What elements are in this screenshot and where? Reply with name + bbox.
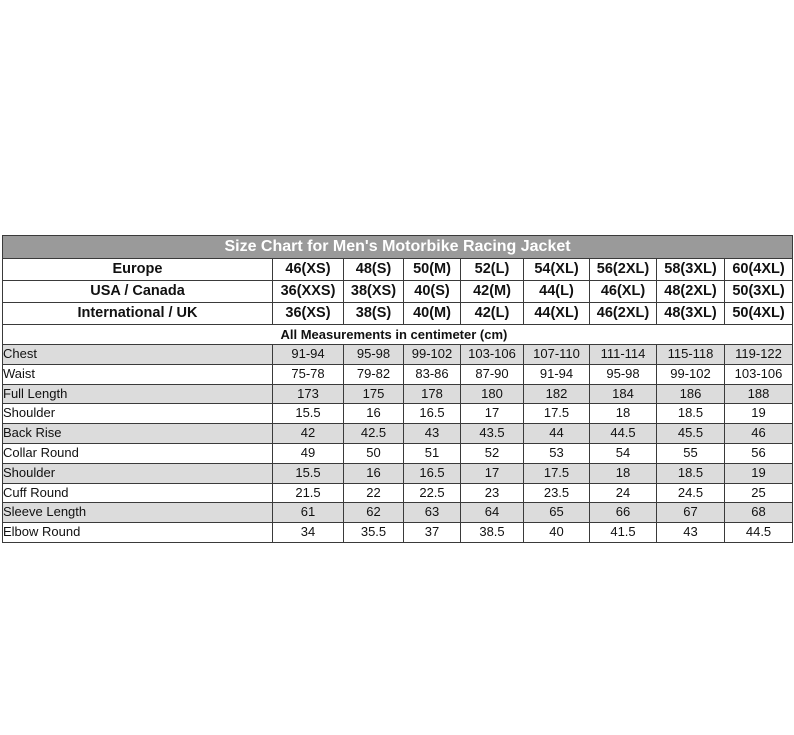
measurement-value: 18 [590, 463, 657, 483]
measurement-value: 173 [273, 384, 344, 404]
measurement-value: 99-102 [657, 364, 725, 384]
measurement-label: Chest [3, 345, 273, 365]
measurement-value: 180 [461, 384, 524, 404]
measurement-label: Collar Round [3, 443, 273, 463]
size-cell: 46(XS) [273, 259, 344, 281]
measurement-value: 95-98 [590, 364, 657, 384]
size-cell: 36(XXS) [273, 281, 344, 303]
measurement-value: 15.5 [273, 404, 344, 424]
measurement-value: 18 [590, 404, 657, 424]
measurement-value: 99-102 [404, 345, 461, 365]
measurement-value: 87-90 [461, 364, 524, 384]
measurement-value: 186 [657, 384, 725, 404]
measurement-value: 38.5 [461, 523, 524, 543]
measurement-row [3, 424, 793, 444]
size-cell: 56(2XL) [590, 259, 657, 281]
measurement-row [3, 364, 793, 384]
chart-title: Size Chart for Men's Motorbike Racing Jacket [3, 236, 793, 259]
measurement-value: 95-98 [344, 345, 404, 365]
region-row [3, 259, 793, 281]
measurement-value: 21.5 [273, 483, 344, 503]
measurement-label: Sleeve Length [3, 503, 273, 523]
measurement-value: 17.5 [524, 463, 590, 483]
measurement-value: 43 [404, 424, 461, 444]
measurement-label: Waist [3, 364, 273, 384]
measurement-value: 119-122 [725, 345, 793, 365]
measurement-value: 67 [657, 503, 725, 523]
measurement-label: Elbow Round [3, 523, 273, 543]
region-label: International / UK [3, 303, 273, 325]
measurement-value: 68 [725, 503, 793, 523]
measurement-value: 75-78 [273, 364, 344, 384]
measurement-value: 178 [404, 384, 461, 404]
size-cell: 50(M) [404, 259, 461, 281]
measurement-value: 111-114 [590, 345, 657, 365]
measurement-value: 22 [344, 483, 404, 503]
measurement-value: 79-82 [344, 364, 404, 384]
size-cell: 36(XS) [273, 303, 344, 325]
units-row [3, 325, 793, 345]
measurement-label: Back Rise [3, 424, 273, 444]
size-cell: 40(S) [404, 281, 461, 303]
measurement-value: 182 [524, 384, 590, 404]
size-cell: 42(M) [461, 281, 524, 303]
measurement-value: 17.5 [524, 404, 590, 424]
measurement-value: 16.5 [404, 404, 461, 424]
measurement-value: 24 [590, 483, 657, 503]
measurement-value: 24.5 [657, 483, 725, 503]
measurement-value: 43.5 [461, 424, 524, 444]
measurement-value: 44 [524, 424, 590, 444]
measurement-value: 17 [461, 404, 524, 424]
title-row [3, 236, 793, 259]
region-label: Europe [3, 259, 273, 281]
measurement-value: 34 [273, 523, 344, 543]
measurement-value: 17 [461, 463, 524, 483]
measurement-value: 46 [725, 424, 793, 444]
size-cell: 40(M) [404, 303, 461, 325]
size-cell: 48(2XL) [657, 281, 725, 303]
measurement-value: 16.5 [404, 463, 461, 483]
size-cell: 42(L) [461, 303, 524, 325]
measurement-value: 43 [657, 523, 725, 543]
measurement-row [3, 523, 793, 543]
measurement-value: 37 [404, 523, 461, 543]
measurement-value: 62 [344, 503, 404, 523]
measurement-value: 188 [725, 384, 793, 404]
region-row [3, 281, 793, 303]
measurement-row [3, 345, 793, 365]
measurement-value: 18.5 [657, 463, 725, 483]
measurement-value: 16 [344, 463, 404, 483]
measurement-value: 55 [657, 443, 725, 463]
size-cell: 52(L) [461, 259, 524, 281]
measurement-value: 44.5 [590, 424, 657, 444]
size-cell: 44(XL) [524, 303, 590, 325]
size-cell: 48(S) [344, 259, 404, 281]
measurement-value: 51 [404, 443, 461, 463]
size-cell: 50(3XL) [725, 281, 793, 303]
size-cell: 46(2XL) [590, 303, 657, 325]
units-row-spacer [3, 325, 273, 345]
measurement-value: 175 [344, 384, 404, 404]
measurement-row [3, 463, 793, 483]
measurement-value: 45.5 [657, 424, 725, 444]
measurement-value: 16 [344, 404, 404, 424]
measurement-label: Shoulder [3, 404, 273, 424]
measurement-value: 23 [461, 483, 524, 503]
measurement-value: 41.5 [590, 523, 657, 543]
size-cell: 48(3XL) [657, 303, 725, 325]
size-chart-table [2, 235, 793, 543]
measurement-value: 53 [524, 443, 590, 463]
measurement-row [3, 384, 793, 404]
measurement-value: 91-94 [524, 364, 590, 384]
measurement-value: 56 [725, 443, 793, 463]
measurement-value: 22.5 [404, 483, 461, 503]
size-cell: 38(S) [344, 303, 404, 325]
measurement-value: 66 [590, 503, 657, 523]
measurement-value: 15.5 [273, 463, 344, 483]
measurement-value: 61 [273, 503, 344, 523]
measurement-value: 23.5 [524, 483, 590, 503]
region-row [3, 303, 793, 325]
measurement-value: 19 [725, 463, 793, 483]
measurement-value: 107-110 [524, 345, 590, 365]
size-cell: 46(XL) [590, 281, 657, 303]
measurement-value: 42.5 [344, 424, 404, 444]
measurement-value: 65 [524, 503, 590, 523]
measurement-value: 63 [404, 503, 461, 523]
measurement-value: 184 [590, 384, 657, 404]
measurement-value: 115-118 [657, 345, 725, 365]
size-cell: 50(4XL) [725, 303, 793, 325]
units-note: All Measurements in centimeter (cm) [273, 325, 793, 345]
measurement-value: 19 [725, 404, 793, 424]
measurement-value: 49 [273, 443, 344, 463]
measurement-label: Shoulder [3, 463, 273, 483]
measurement-row [3, 443, 793, 463]
size-cell: 58(3XL) [657, 259, 725, 281]
measurement-value: 25 [725, 483, 793, 503]
measurement-value: 52 [461, 443, 524, 463]
measurement-row [3, 483, 793, 503]
size-cell: 38(XS) [344, 281, 404, 303]
measurement-value: 103-106 [725, 364, 793, 384]
measurement-value: 83-86 [404, 364, 461, 384]
measurement-row [3, 404, 793, 424]
measurement-value: 40 [524, 523, 590, 543]
size-cell: 44(L) [524, 281, 590, 303]
measurement-value: 42 [273, 424, 344, 444]
measurement-value: 64 [461, 503, 524, 523]
measurement-value: 54 [590, 443, 657, 463]
region-label: USA / Canada [3, 281, 273, 303]
measurement-value: 35.5 [344, 523, 404, 543]
measurement-value: 50 [344, 443, 404, 463]
measurement-value: 44.5 [725, 523, 793, 543]
measurement-label: Cuff Round [3, 483, 273, 503]
size-cell: 60(4XL) [725, 259, 793, 281]
measurement-value: 91-94 [273, 345, 344, 365]
size-cell: 54(XL) [524, 259, 590, 281]
measurement-value: 18.5 [657, 404, 725, 424]
measurement-row [3, 503, 793, 523]
measurement-label: Full Length [3, 384, 273, 404]
measurement-value: 103-106 [461, 345, 524, 365]
